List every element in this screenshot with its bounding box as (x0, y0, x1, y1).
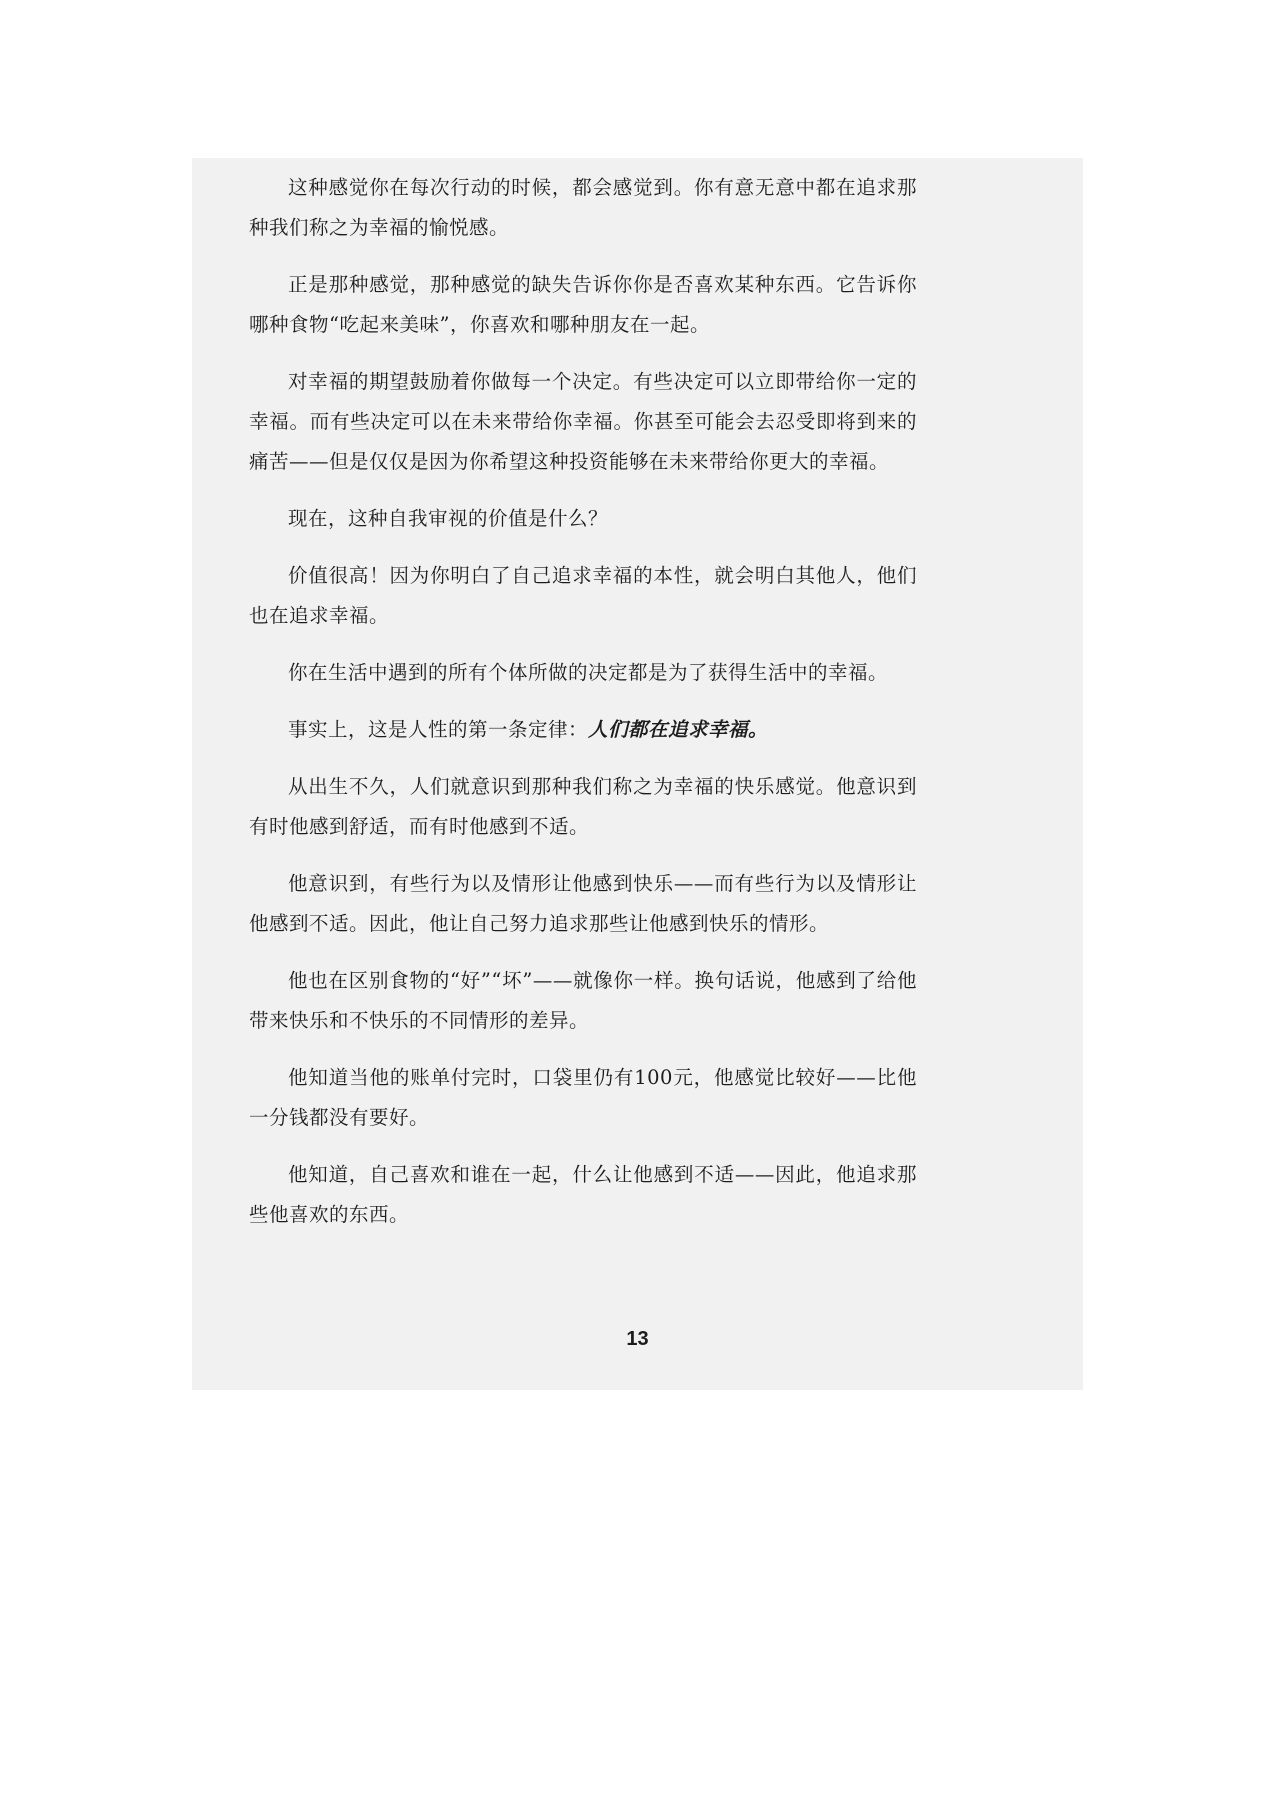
paragraph-2: 正是那种感觉，那种感觉的缺失告诉你你是否喜欢某种东西。它告诉你哪种食物“吃起来美味”，你喜欢和哪种朋友在一起。 (249, 273, 917, 336)
paragraph-7: 从出生不久，人们就意识到那种我们称之为幸福的快乐感觉。他意识到有时他感到舒适，而有时他感到不适。 (249, 775, 917, 838)
law-emphasis: 人们都在追求幸福。 (588, 718, 769, 741)
paragraph-3: 对幸福的期望鼓励着你做每一个决定。有些决定可以立即带给你一定的幸福。而有些决定可以在未来带给你幸福。你甚至可能会去忍受即将到来的痛苦——但是仅仅是因为你希望这种投资能够在未来带给你更大的幸福。 (249, 370, 917, 473)
page-number: 13 (626, 1328, 649, 1350)
paragraph-6: 你在生活中遇到的所有个体所做的决定都是为了获得生活中的幸福。 (288, 661, 889, 684)
page-body (249, 168, 917, 1252)
paragraph-8: 他意识到，有些行为以及情形让他感到快乐——而有些行为以及情形让他感到不适。因此，他让自己努力追求那些让他感到快乐的情形。 (249, 872, 917, 935)
paragraph-11: 他知道，自己喜欢和谁在一起，什么让他感到不适——因此，他追求那些他喜欢的东西。 (249, 1163, 917, 1226)
book-page (192, 158, 1083, 1390)
paragraph-1: 这种感觉你在每次行动的时候，都会感觉到。你有意无意中都在追求那种我们称之为幸福的愉悦感。 (249, 176, 917, 239)
paragraph-4: 现在，这种自我审视的价值是什么？ (288, 507, 609, 530)
paragraph-5: 价值很高！因为你明白了自己追求幸福的本性，就会明白其他人，他们也在追求幸福。 (249, 564, 917, 627)
law-prefix: 事实上，这是人性的第一条定律： (288, 718, 589, 741)
law-paragraph (249, 710, 917, 750)
paragraph-9: 他也在区别食物的“好”“坏”——就像你一样。换句话说，他感到了给他带来快乐和不快乐的不同情形的差异。 (249, 969, 917, 1032)
paragraph-10: 他知道当他的账单付完时，口袋里仍有100元，他感觉比较好——比他一分钱都没有要好。 (249, 1066, 917, 1129)
